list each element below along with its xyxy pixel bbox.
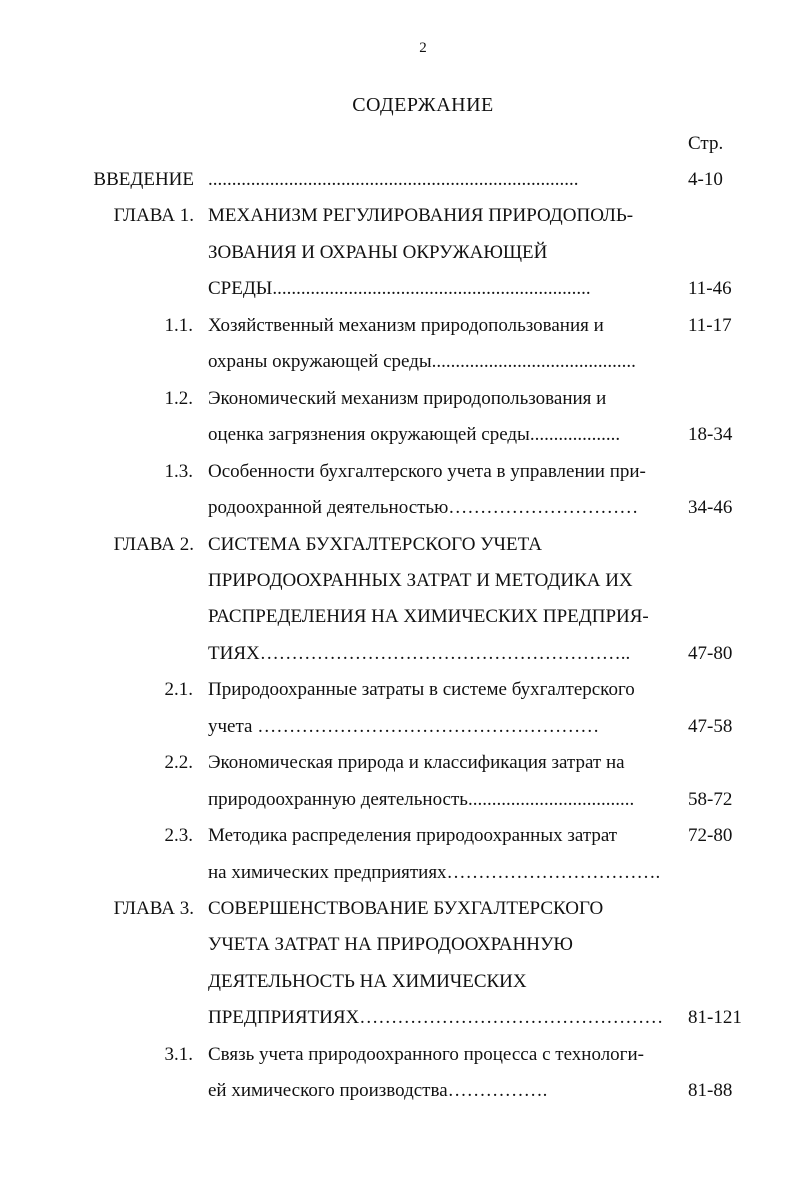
toc-line [0, 818, 796, 854]
toc-entry-text: на химических предприятиях……………………………. [208, 862, 661, 883]
toc-entry-text: ПРИРОДООХРАННЫХ ЗАТРАТ И МЕТОДИКА ИХ [208, 570, 633, 591]
toc-entry-text: Природоохранные затраты в системе бухгалтерского [208, 679, 635, 700]
toc-entry-pages: 11-17 [688, 315, 732, 336]
toc-entry-pages: 18-34 [688, 424, 733, 445]
toc-entry-text: ДЕЯТЕЛЬНОСТЬ НА ХИМИЧЕСКИХ [208, 971, 527, 992]
toc-entry-label: ВВЕДЕНИЕ [93, 169, 194, 190]
toc-line [0, 490, 796, 526]
toc-line [0, 709, 796, 745]
toc-line [0, 454, 796, 490]
toc-line [0, 381, 796, 417]
toc-line [0, 927, 796, 963]
toc-entry-pages: 58-72 [688, 789, 733, 810]
page-number: 2 [419, 40, 427, 56]
toc-line [0, 271, 796, 307]
toc-entry-text: природоохранную деятельность................................... [208, 789, 635, 810]
toc-line [0, 672, 796, 708]
toc-entry-text: СОВЕРШЕНСТВОВАНИЕ БУХГАЛТЕРСКОГО [208, 898, 604, 919]
toc-line [0, 308, 796, 344]
toc-line [0, 527, 796, 563]
toc-line [0, 891, 796, 927]
toc-entry-pages: 11-46 [688, 278, 732, 299]
toc-entry-text: Экономическая природа и классификация затрат на [208, 752, 625, 773]
toc-line [0, 198, 796, 234]
toc-entry-label: 2.3. [164, 825, 193, 846]
toc-entry-text: оценка загрязнения окружающей среды................... [208, 424, 621, 445]
toc-entry-pages: 47-58 [688, 716, 733, 737]
toc-entry-text: УЧЕТА ЗАТРАТ НА ПРИРОДООХРАННУЮ [208, 934, 573, 955]
toc-line [0, 745, 796, 781]
toc-entry-label: 2.2. [164, 752, 193, 773]
toc-entry-text: родоохранной деятельностью………………………… [208, 497, 639, 518]
toc-entry-label: ГЛАВА 3. [113, 898, 194, 919]
toc-entry-label: 1.1. [164, 315, 193, 336]
toc-entry-label: 1.2. [164, 388, 193, 409]
toc-line [0, 855, 796, 891]
toc-entry-text: Хозяйственный механизм природопользования и [208, 315, 604, 336]
toc-line [0, 162, 796, 198]
toc-entry-text: учета ……………………………………………… [208, 716, 600, 737]
toc-line [0, 235, 796, 271]
toc-entry-text: охраны окружающей среды........................................... [208, 351, 636, 372]
toc-entry-label: ГЛАВА 1. [113, 205, 194, 226]
toc-entry-text: .............................................................................. [208, 169, 579, 190]
pages-column-header: Стр. [688, 133, 724, 154]
toc-entry-label: ГЛАВА 2. [113, 534, 194, 555]
toc-line [0, 563, 796, 599]
toc-entry-text: ей химического производства……………. [208, 1080, 548, 1101]
toc-line [0, 1000, 796, 1036]
toc-entry-text: МЕХАНИЗМ РЕГУЛИРОВАНИЯ ПРИРОДОПОЛЬ- [208, 205, 634, 226]
toc-line [0, 344, 796, 380]
toc-entry-pages: 47-80 [688, 643, 733, 664]
toc-entry-label: 2.1. [164, 679, 193, 700]
toc-entry-text: Экономический механизм природопользования и [208, 388, 607, 409]
page-title: СОДЕРЖАНИЕ [352, 94, 494, 116]
toc-entry-text: СРЕДЫ................................................................... [208, 278, 591, 299]
toc-entry-text: ЗОВАНИЯ И ОХРАНЫ ОКРУЖАЮЩЕЙ [208, 242, 548, 263]
toc-entry-pages: 72-80 [688, 825, 733, 846]
toc-line [0, 1037, 796, 1073]
toc-line [0, 417, 796, 453]
toc-entry-pages: 81-88 [688, 1080, 733, 1101]
toc-entry-pages: 4-10 [688, 169, 723, 190]
toc-entry-pages: 34-46 [688, 497, 733, 518]
toc-entry-text: РАСПРЕДЕЛЕНИЯ НА ХИМИЧЕСКИХ ПРЕДПРИЯ- [208, 606, 649, 627]
toc-line [0, 636, 796, 672]
toc-line [0, 964, 796, 1000]
toc-line [0, 782, 796, 818]
toc-entry-text: ПРЕДПРИЯТИЯХ………………………………………… [208, 1007, 664, 1028]
toc-entry-pages: 81-121 [688, 1007, 742, 1028]
toc-entry-text: СИСТЕМА БУХГАЛТЕРСКОГО УЧЕТА [208, 534, 542, 555]
toc-entry-label: 1.3. [164, 461, 193, 482]
toc-entry-label: 3.1. [164, 1044, 193, 1065]
toc-entry-text: Особенности бухгалтерского учета в управлении при- [208, 461, 646, 482]
toc-line [0, 1073, 796, 1109]
toc-entry-text: Связь учета природоохранного процесса с технологи- [208, 1044, 644, 1065]
toc-line [0, 599, 796, 635]
toc-entry-text: Методика распределения природоохранных затрат [208, 825, 618, 846]
toc-entry-text: ТИЯХ………………………………………………….. [208, 643, 631, 664]
